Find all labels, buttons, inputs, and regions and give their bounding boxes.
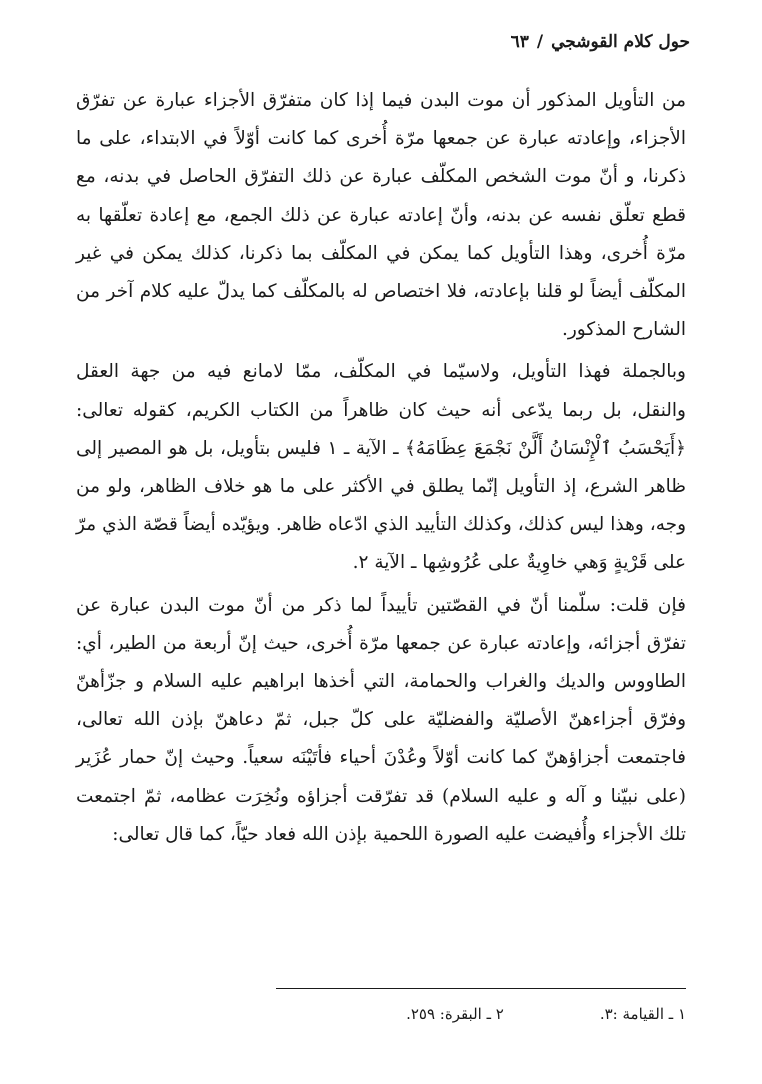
page-number: ٦٣: [510, 32, 529, 52]
header-title: حول كلام القوشجي: [551, 32, 690, 52]
paragraph-1: من التأويل المذكور أن موت البدن فيما إذا كان متفرّق الأجزاء عبارة عن تفرّق الأجزاء، وإعادته عبارة عن جمعها مرّة أُخرى كما كانت أوّلاً في الابتداء، على ما ذكرنا، و أنّ موت الشخص المكلّف عبارة عن ذلك التفرّق الحاصل في بدنه، مع قطع تعلّق نفسه عن بدنه، وأنّ إعادته عبارة عن ذلك الجمع، مع إعادة تعلّقها به مرّة أُخرى، وهذا التأويل كما يمكن في المكلّف بما ذكرنا، كذلك يمكن في غير المكلّف أيضاً لو قلنا بإعادته، فلا اختصاص له بالمكلّف كما يدلّ عليه كلام آخر من الشارح المذكور.: [76, 90, 686, 341]
paragraph-2: وبالجملة فهذا التأويل، ولاسيّما في المكلّف، ممّا لامانع فيه من جهة العقل والنقل، بل ربما يدّعى أنه حيث كان ظاهراً من الكتاب الكريم، كقوله تعالى: ﴿أَيَحْسَبُ ٱلْإِنْسَانُ أَلَّنْ نَجْمَعَ عِظَامَهُ﴾ ـ الآية ـ ١ فليس بتأويل، بل هو المصير إلى ظاهر الشرع، إذ التأويل إنّما يطلق في الأكثر على ما هو خلاف الظاهر، ولو من وجه، وهذا ليس كذلك، وكذلك التأييد الذي ادّعاه ظاهر. ويؤيّده أيضاً قصّة الذي مرّ على قَرْيةٍ وَهي خاوِيةٌ على عُرُوشِها ـ الآية ٢.: [76, 361, 686, 574]
footnote-1: ١ ـ القيامة :٣.: [599, 1005, 686, 1023]
running-header: [72, 30, 690, 54]
body-text: [76, 82, 686, 854]
footnote-2: ٢ ـ البقرة: ٢٥٩.: [406, 1005, 504, 1023]
footnote-divider: [276, 988, 686, 989]
paragraph-3: فإن قلت: سلّمنا أنّ في القصّتين تأييداً لما ذكر من أنّ موت البدن عبارة عن تفرّق أجزائه، وإعادته عبارة عن جمعها مرّة أُخرى، حيث إنّ أربعة من الطير، أي: الطاووس والديك والغراب والحمامة، التي أخذها ابراهيم عليه السلام و جزّأهنّ وفرّق أجزاءهنّ الأصليّة والفضليّة على كلّ جبل، ثمّ دعاهنّ بإذن الله تعالى، فاجتمعت أجزاؤهنّ كما كانت أوّلاً وعُدْنَ أحياء فأتَيْنَه سعياً. وحيث إنّ حمار عُزَير (على نبيّنا و آله و عليه السلام) قد تفرّقت أجزاؤه ونُخِرَت عظامه، ثمّ اجتمعت تلك الأجزاء وأُفيضت عليه الصورة اللحمية بإذن الله فعاد حيّاً، كما قال تعالى:: [76, 594, 686, 845]
footnotes: [200, 1003, 686, 1025]
header-separator: /: [536, 32, 544, 52]
